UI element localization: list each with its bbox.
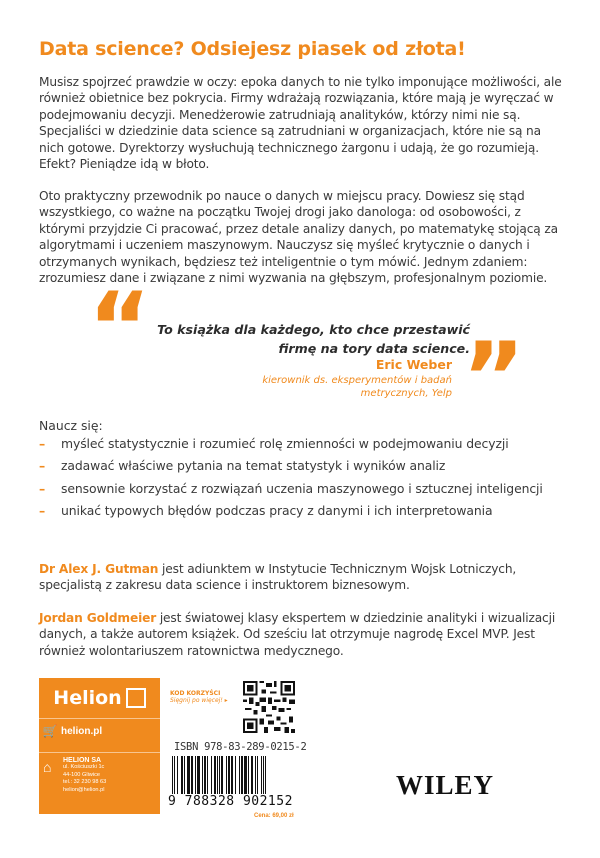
barcode-bar (244, 756, 247, 794)
barcode-bar (195, 756, 196, 794)
publisher-shop-row[interactable] (39, 718, 160, 743)
barcode-bar (251, 756, 253, 794)
quote-text: To książka dla każdego, kto chce przestawić firmę na tory data science. (157, 322, 470, 356)
list-item: – zadawać właściwe pytania na temat statystyk i wyników analiz (39, 458, 446, 474)
barcode-bar (219, 756, 220, 794)
author-bio (39, 561, 569, 594)
barcode-bar (191, 756, 193, 794)
kod-korzysci (170, 690, 242, 704)
quote-author: Eric Weber (375, 357, 452, 372)
barcode-bar (263, 756, 264, 794)
barcode-bar (184, 756, 185, 794)
kod-subtitle: Sięgnij po więcej! ▸ (170, 697, 228, 704)
address-line: 44-100 Gliwice (63, 771, 100, 778)
dash-icon: – (39, 480, 46, 496)
address-line: tel.: 32 230 98 63 (63, 779, 107, 786)
barcode-bar (207, 756, 208, 794)
quote-close-icon: ” (462, 322, 526, 434)
learn-list (39, 436, 569, 526)
barcode-bar (217, 756, 218, 794)
barcode-bar (202, 756, 203, 794)
list-item: – unikać typowych błędów podczas pracy z danymi i ich interpretowania (39, 503, 493, 519)
cart-icon: 🛒 (42, 724, 58, 738)
barcode-bar (261, 756, 262, 794)
address-line: ul. Kościuszki 1c (63, 764, 105, 771)
qr-code[interactable] (243, 681, 295, 733)
home-icon: ⌂ (43, 759, 52, 775)
dash-icon: – (39, 503, 46, 519)
barcode-bar (228, 756, 230, 794)
author-name: Jordan Goldmeier (39, 611, 157, 625)
quote-role: kierownik ds. eksperymentów i badań metrycznych, Yelp (262, 375, 452, 399)
checkmark-icon (126, 688, 146, 708)
barcode-bar (204, 756, 206, 794)
publisher-logo: Helion (39, 678, 160, 718)
author-name: Dr Alex J. Gutman (39, 562, 159, 576)
barcode-bar (241, 756, 243, 794)
dash-icon: – (39, 436, 46, 451)
publisher-block (39, 678, 160, 814)
barcode-bar (265, 756, 266, 794)
learn-title: Naucz się: (39, 418, 103, 433)
barcode-bar (239, 756, 240, 794)
barcode-number: 9 788328 902152 (168, 794, 293, 809)
publisher-address (39, 752, 160, 815)
barcode-bar (181, 756, 183, 794)
list-item: – myśleć statystycznie i rozumieć rolę zmienności w podejmowaniu decyzji (39, 436, 509, 451)
address-line: helion@helion.pl (63, 786, 105, 793)
barcode-bar (255, 756, 256, 794)
barcode-bar (187, 756, 190, 794)
author-bio (39, 610, 569, 659)
barcode-bar (214, 756, 216, 794)
barcode-bar (172, 756, 173, 794)
price: Cena: 69,00 zł (254, 813, 294, 819)
barcode-bar (177, 756, 178, 794)
quote-open-icon: “ (88, 272, 152, 384)
headline: Data science? Odsiejesz piasek od złota! (39, 38, 466, 60)
dash-icon: – (39, 458, 46, 474)
list-item: – sensownie korzystać z rozwiązań uczenia maszynowego i sztucznej inteligencji (39, 480, 543, 496)
wiley-logo: WILEY (396, 770, 495, 800)
intro-paragraph: Musisz spojrzeć prawdzie w oczy: epoka danych to nie tylko imponujące możliwości, ale również obietnice bez pokrycia. Firmy wdrażają rozwiązania, które mają je wyręczać w podejmowaniu decyzji. Menedżerowie zatrudniają analityków, którzy nimi nie są. Specjaliści w dziedzinie data science są zatrudniani w organizacjach, które nie są na nich gotowe. Dyrektorzy wysłuchują technicznego żargonu i udają, że go rozumieją. Efekt? Pieniądze idą w błoto. (39, 75, 562, 172)
barcode-bar (174, 756, 175, 794)
guide-paragraph: Oto praktyczny przewodnik po nauce o danych w miejscu pracy. Dowiesz się stąd wszystkiego, co ważne na początku Twojej drogi jako danologa: od osobowości, z którymi przyjdzie Ci pracować, przez detale analizy danych, po matematykę stojącą za algorytmami i uczeniem maszynowym. Nauczysz się myśleć krytycznie o danych i otrzymanych wynikach, będziesz też inteligentnie o tym mówić. Jednym zdaniem: zrozumiesz dane i związane z nimi wyzwania na głębszym, profesjonalnym poziomie. (39, 189, 558, 286)
author-bio-text: jest światowej klasy ekspertem w dziedzinie analityki i wizualizacji danych, a także autorem książek. Od sześciu lat otrzymuje nagrodę Excel MVP. Jest również wolontariuszem ratownictwa medycznego. (39, 611, 556, 658)
publisher-name: HELION SA (63, 757, 102, 764)
barcode-bar (257, 756, 258, 794)
barcode-bar (231, 756, 233, 794)
barcode-bar (221, 756, 223, 794)
author-bio-text: jest adiunktem w Instytucie Technicznym Wojsk Lotniczych, specjalistą z zakresu data science i instruktorem biznesowym. (39, 562, 517, 593)
barcode (170, 756, 298, 798)
barcode-bar (235, 756, 236, 794)
barcode-bar (211, 756, 212, 794)
kod-title: KOD KORZYŚCI (170, 690, 221, 697)
barcode-bar (248, 756, 249, 794)
barcode-bar (197, 756, 200, 794)
isbn: ISBN 978-83-289-0215-2 (174, 741, 307, 753)
publisher-shop: helion.pl (61, 725, 103, 737)
barcode-bar (226, 756, 227, 794)
